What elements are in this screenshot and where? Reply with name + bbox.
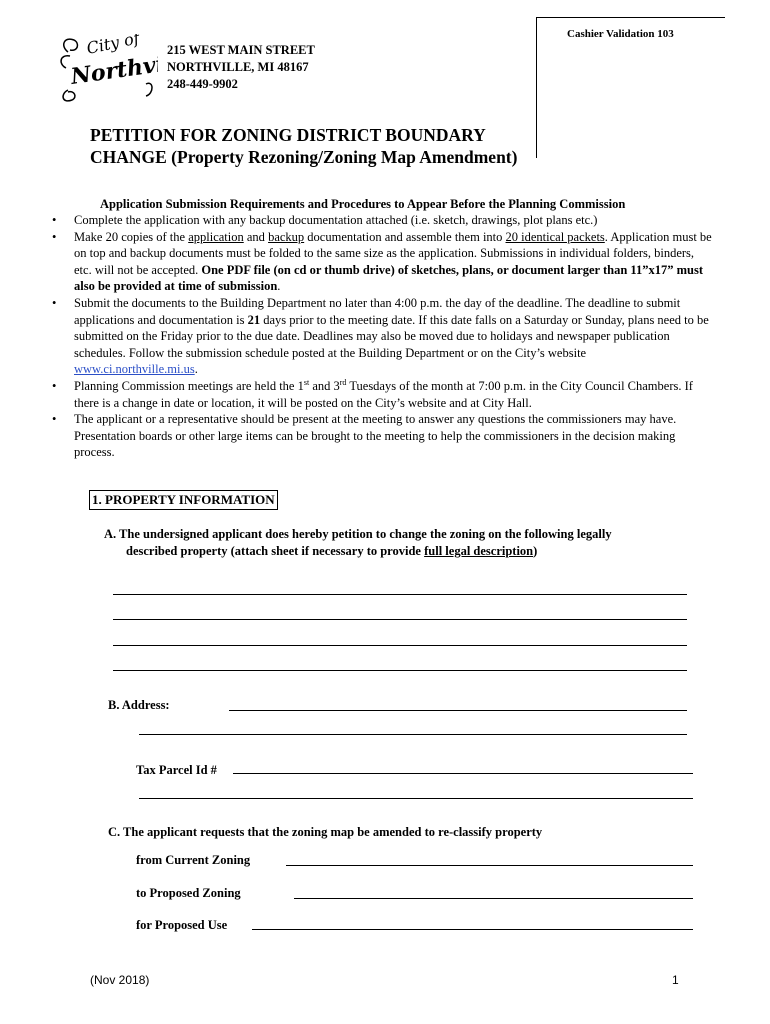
bullet-text: st	[303, 377, 310, 387]
footer-date: (Nov 2018)	[90, 973, 150, 987]
list-item	[52, 411, 712, 461]
bullet-text: Tuesdays of the month at 7:00 p.m. in the City Council Chambers. If there is a change in date or location, it will be posted on the City’s website and at City Hall.	[74, 378, 693, 410]
cashier-validation-label: Cashier Validation 103	[567, 28, 674, 40]
svg-text:Northville: Northville	[69, 46, 158, 90]
bullet-text: application	[188, 229, 244, 244]
question-a-text: )	[533, 544, 538, 558]
bullet-text: and 3	[309, 378, 340, 393]
tax-parcel-field-line[interactable]	[233, 773, 693, 774]
list-item	[52, 212, 712, 229]
bullet-text: . Application must be on top and backup documents must be folded to the same size as the application. Submissions in individual folders, binders, etc. will not be accepted.	[74, 229, 712, 277]
bullet-icon: •	[52, 213, 57, 227]
question-a-text: described property (attach sheet if necessary to provide	[126, 544, 425, 558]
bullet-text: and	[243, 229, 269, 244]
proposed-use-label: for Proposed Use	[136, 918, 228, 932]
legal-description-line[interactable]	[113, 670, 687, 671]
address-label: B. Address:	[108, 698, 170, 712]
title-line2: CHANGE (Property Rezoning/Zoning Map Amendment)	[90, 147, 518, 167]
bullet-icon: •	[52, 378, 57, 393]
question-a	[104, 526, 704, 560]
bullet-icon: •	[52, 229, 57, 244]
address-street: 215 WEST MAIN STREET	[167, 43, 315, 57]
bullet-text: The applicant or a representative should be present at the meeting to answer any questions the commissioners may have. Presentation boards or other large items can be brought to the meeting to help the commissioners in the decision making process.	[74, 412, 677, 460]
address-field-line[interactable]	[139, 734, 687, 735]
requirements-list	[52, 212, 712, 461]
address-city: NORTHVILLE, MI 48167	[167, 60, 309, 74]
legal-description-line[interactable]	[113, 619, 687, 620]
bullet-text: .	[194, 362, 198, 377]
legal-description-line[interactable]	[113, 594, 687, 595]
bullet-text-bold: 21	[247, 312, 261, 327]
bullet-text: Submit the documents to the Building Department no later than 4:00 p.m. the day of the deadline. The deadline to submit applications and documentation is	[74, 295, 681, 327]
list-item	[52, 229, 712, 295]
list-item	[52, 295, 712, 378]
bullet-icon: •	[52, 412, 57, 427]
requirements-heading: Application Submission Requirements and Procedures to Appear Before the Planning Commission	[100, 197, 626, 211]
address-phone: 248-449-9902	[167, 77, 238, 91]
reclassify-label: C. The applicant requests that the zoning map be amended to re-classify property	[108, 825, 543, 839]
proposed-zoning-label: to Proposed Zoning	[136, 886, 241, 900]
list-item	[52, 378, 712, 411]
bullet-text-bold: One PDF file (on cd or thumb drive) of sketches, plans, or document larger than 11”x17” must also be provided at time of submission	[74, 262, 703, 294]
page-title	[90, 124, 530, 168]
bullet-text: Make 20 copies of the	[74, 229, 189, 244]
address-block	[167, 42, 315, 93]
page-number: 1	[672, 973, 679, 987]
current-zoning-field-line[interactable]	[286, 865, 693, 866]
title-line1: PETITION FOR ZONING DISTRICT BOUNDARY	[90, 125, 486, 145]
bullet-text: days prior to the meeting date. If this date falls on a Saturday or Sunday, plans need to be submitted on the Friday prior to the due date. Deadlines may also be moved due to holidays and newspaper publication schedules. Follow the submission schedule posted at the Building Department or on the City’s website	[74, 312, 709, 360]
bullet-text: Complete the application with any backup documentation attached (i.e. sketch, drawings, plot plans etc.)	[74, 213, 598, 227]
bullet-text: Planning Commission meetings are held the 1	[74, 378, 304, 393]
address-field-line[interactable]	[229, 710, 687, 711]
question-a-text: full legal description	[424, 544, 534, 558]
question-a-line2	[104, 543, 704, 560]
bullet-text: backup	[268, 229, 305, 244]
bullet-icon: •	[52, 295, 57, 310]
tax-parcel-field-line[interactable]	[139, 798, 693, 799]
proposed-zoning-field-line[interactable]	[294, 898, 693, 899]
current-zoning-label: from Current Zoning	[136, 853, 251, 867]
tax-parcel-label: Tax Parcel Id #	[136, 763, 217, 777]
proposed-use-field-line[interactable]	[252, 929, 693, 930]
section-heading-property-information: 1. PROPERTY INFORMATION	[89, 490, 278, 510]
city-logo	[58, 34, 158, 106]
bullet-text: .	[277, 279, 281, 294]
question-a-line1: A. The undersigned applicant does hereby petition to change the zoning on the following legally	[104, 527, 612, 541]
svg-text:City of: City of	[84, 34, 142, 58]
legal-description-line[interactable]	[113, 645, 687, 646]
bullet-text: 20 identical packets	[505, 229, 605, 244]
website-link[interactable]: www.ci.northville.mi.us	[74, 362, 195, 377]
bullet-text: rd	[339, 377, 347, 387]
bullet-text: documentation and assemble them into	[304, 229, 506, 244]
